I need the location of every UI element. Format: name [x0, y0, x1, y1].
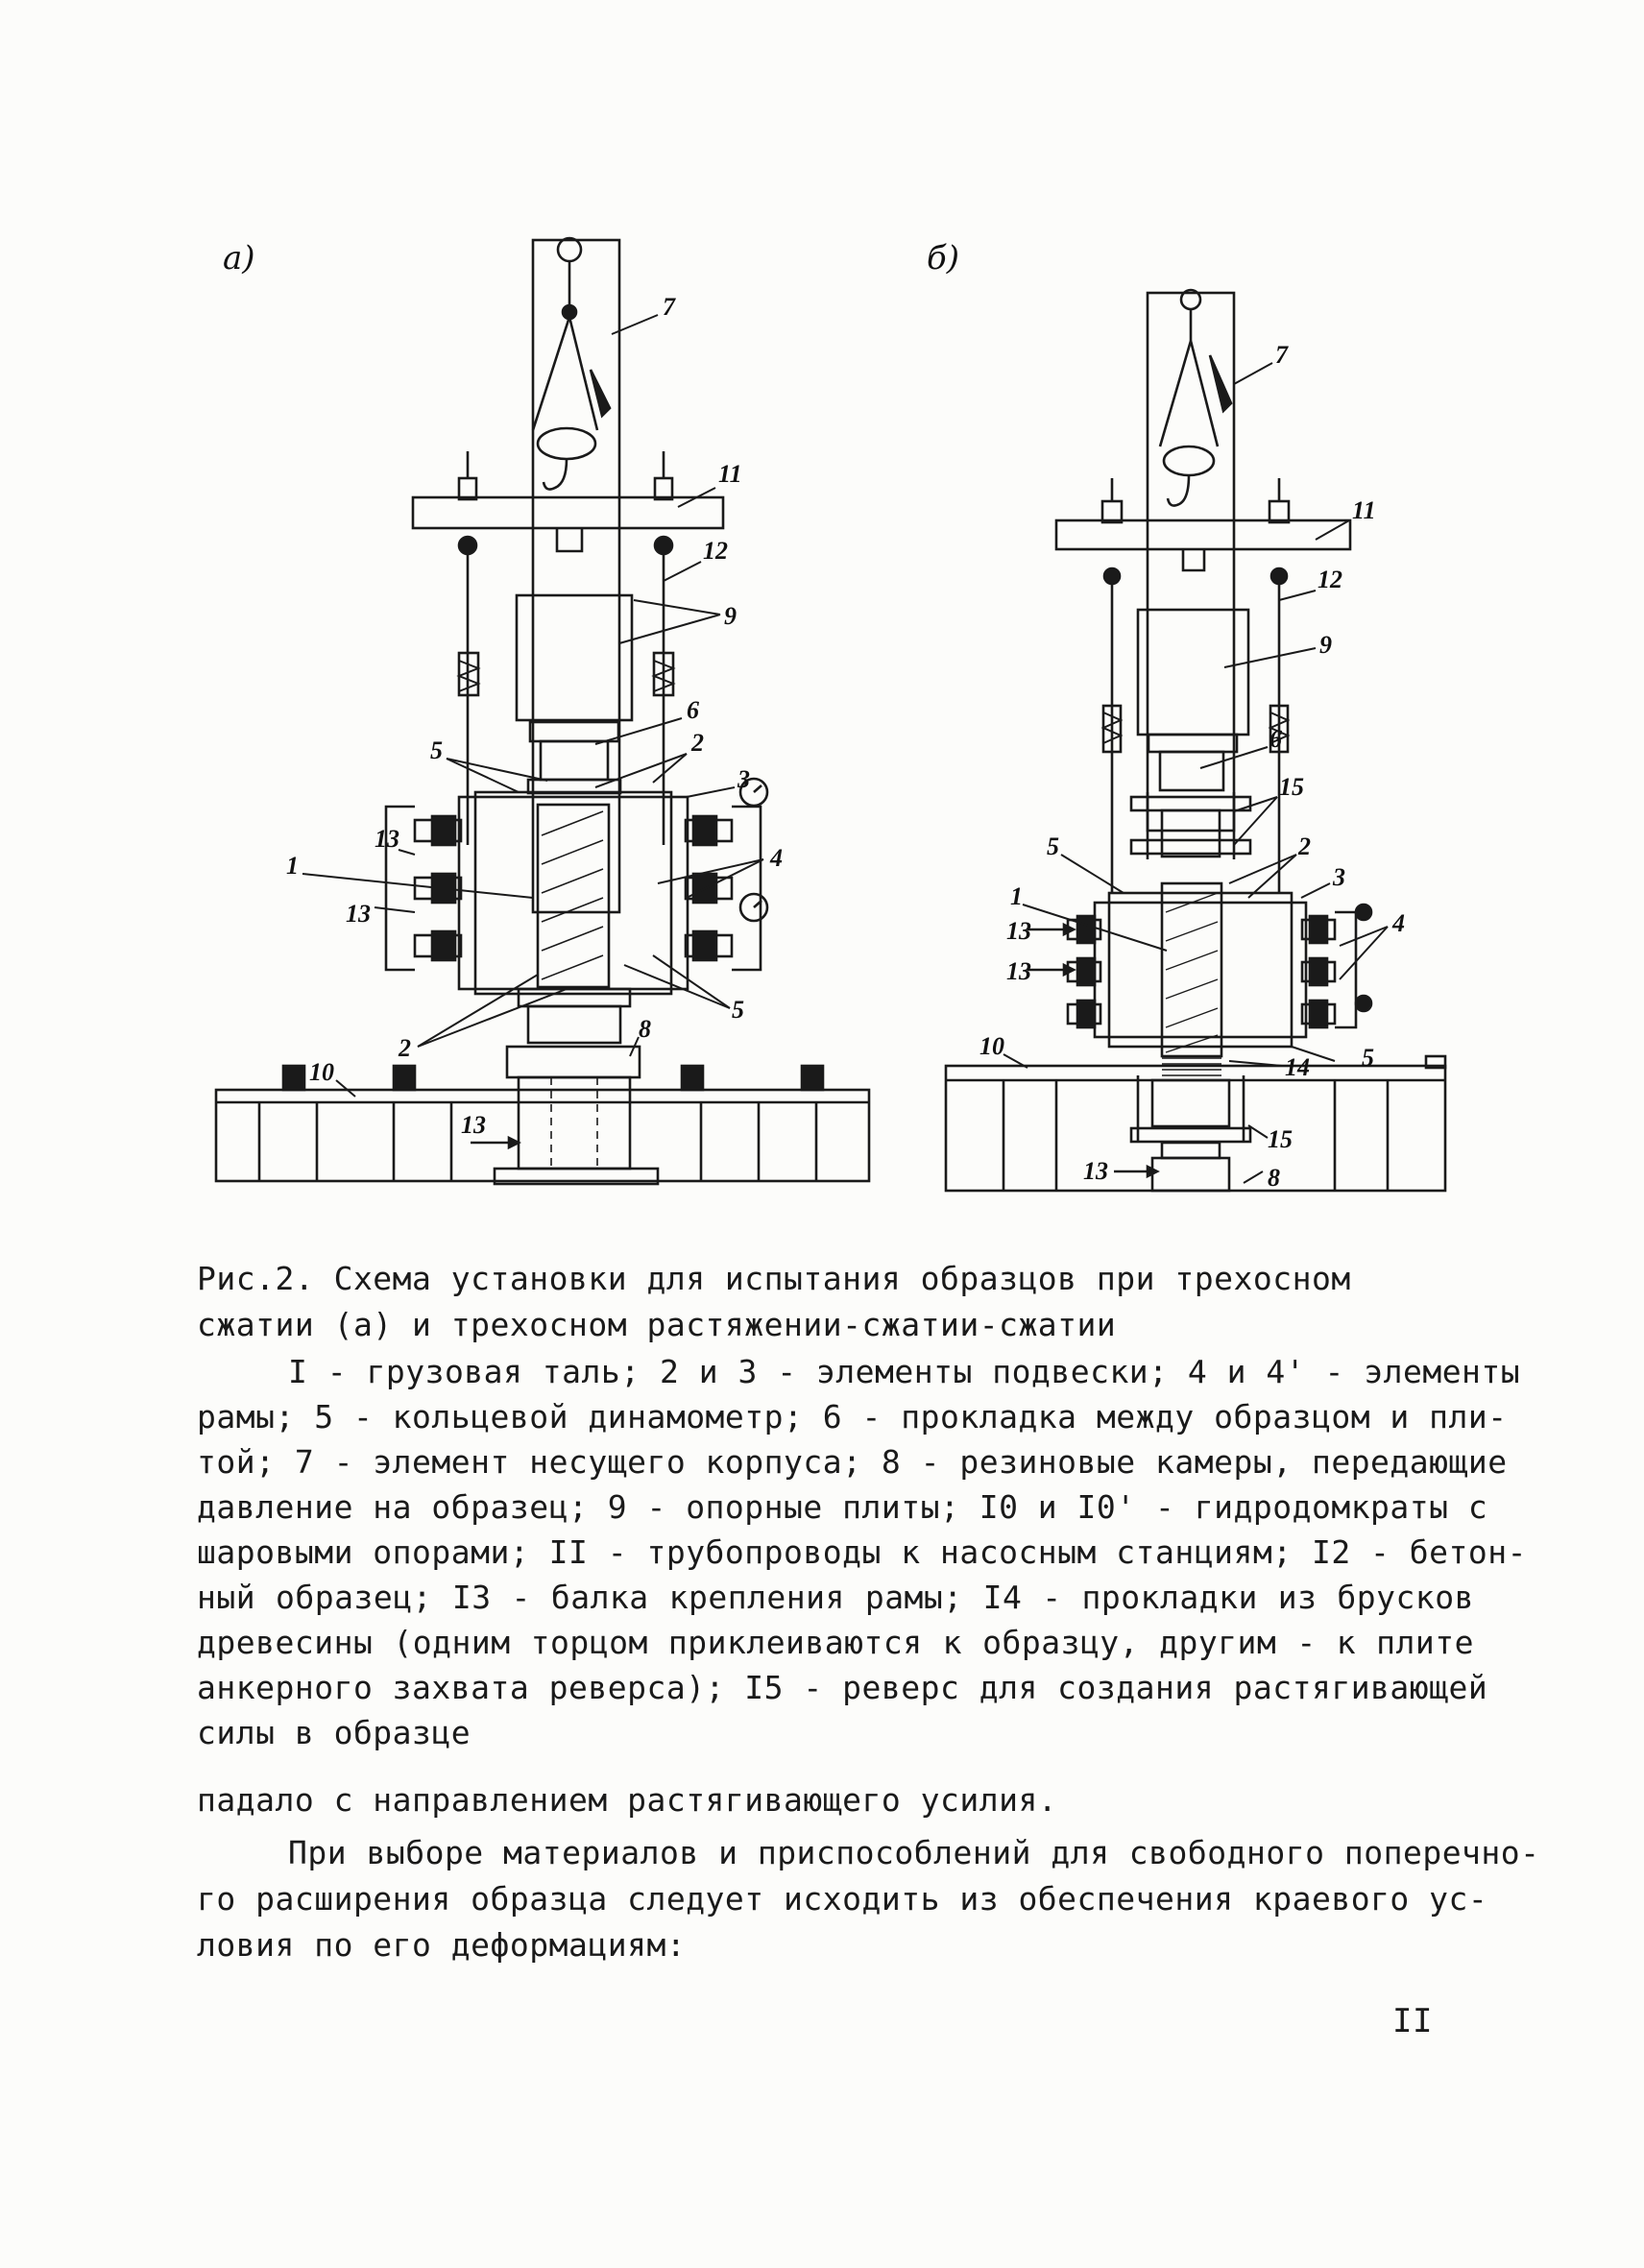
- num-b-15-top: 15: [1279, 773, 1304, 801]
- body-paragraph-line: го расширения образца следует исходить из обеспечения краевого ус-: [197, 1880, 1488, 1918]
- pulley-a: [538, 428, 595, 459]
- num-a-2-top: 2: [691, 729, 704, 757]
- num-b-13-top: 13: [1006, 917, 1031, 945]
- num-b-12: 12: [1318, 566, 1342, 593]
- num-b-11: 11: [1352, 496, 1376, 524]
- pulley-b: [1164, 446, 1214, 475]
- num-a-11: 11: [718, 460, 742, 488]
- num-b-9: 9: [1319, 631, 1332, 659]
- body-text-line: падало с направлением растягивающего усилия.: [197, 1781, 1058, 1819]
- num-a-13-top: 13: [375, 825, 399, 853]
- legend-line: шаровыми опорами; II - трубопроводы к насосным станциям; I2 - бетон-: [197, 1533, 1528, 1571]
- num-b-6: 6: [1269, 725, 1282, 753]
- cross-beam-b: [1056, 520, 1350, 549]
- body-paragraph-line: ловия по его деформациям:: [197, 1926, 687, 1964]
- legend-line: силы в образце: [197, 1714, 471, 1751]
- num-a-13-bottom: 13: [461, 1111, 486, 1139]
- reverse-lower-b: [1152, 1080, 1229, 1126]
- figure-legend: [197, 1349, 1528, 1755]
- num-b-7: 7: [1275, 341, 1288, 369]
- legend-line: рамы; 5 - кольцевой динамометр; 6 - прокладка между образцом и пли-: [197, 1398, 1508, 1436]
- num-b-5-bottom: 5: [1362, 1044, 1374, 1072]
- body-paragraph: [197, 1830, 1540, 1968]
- page-number: II: [1392, 2002, 1433, 2040]
- num-a-8: 8: [639, 1015, 651, 1043]
- legend-line: той; 7 - элемент несущего корпуса; 8 - резиновые камеры, передающие: [197, 1443, 1508, 1481]
- num-a-3: 3: [737, 765, 750, 793]
- legend-line: I - грузовая таль; 2 и 3 - элементы подвески; 4 и 4' - элементы: [288, 1353, 1521, 1390]
- hoist-hook-a: [558, 238, 581, 261]
- num-a-4: 4: [770, 844, 783, 872]
- label-a: а): [223, 239, 255, 277]
- legend-line: ный образец; I3 - балка крепления рамы; I4 - прокладки из брусков: [197, 1579, 1474, 1616]
- num-a-10: 10: [309, 1058, 334, 1086]
- num-b-5-top: 5: [1047, 832, 1059, 860]
- cross-beam-a: [413, 497, 723, 528]
- num-a-5-top: 5: [430, 736, 443, 764]
- diagram-a: [216, 238, 869, 1184]
- body-paragraph-line: При выборе материалов и приспособлений для свободного поперечно-: [288, 1834, 1540, 1871]
- num-b-13-mid: 13: [1006, 957, 1031, 985]
- reverse-upper-b: [1162, 810, 1220, 857]
- num-a-9: 9: [724, 602, 737, 630]
- num-a-1: 1: [286, 852, 299, 880]
- diagram-svg: [202, 221, 1469, 1267]
- num-b-3: 3: [1333, 863, 1345, 891]
- num-a-13-mid: 13: [346, 900, 371, 928]
- num-a-6: 6: [687, 696, 699, 724]
- figure-caption-line-2: сжатии (а) и трехосном растяжении-сжатии-сжатии: [197, 1306, 1117, 1343]
- figure-caption-line-1: Рис.2. Схема установки для испытания образцов при трехосном: [197, 1260, 1351, 1297]
- label-b: б): [927, 239, 960, 277]
- legend-line: древесины (одним торцом приклеиваются к образцу, другим - к плите: [197, 1624, 1474, 1661]
- num-b-13-bottom: 13: [1083, 1157, 1108, 1185]
- num-b-15-bottom: 15: [1268, 1125, 1293, 1153]
- num-b-1: 1: [1010, 882, 1023, 910]
- column-b: [1148, 293, 1234, 831]
- legend-line: анкерного захвата реверса); I5 - реверс для создания растягивающей: [197, 1669, 1488, 1706]
- specimen-b: [1162, 883, 1221, 1056]
- diagram-b: [927, 239, 1445, 1192]
- jack-b: [1152, 1158, 1229, 1191]
- num-a-12: 12: [703, 537, 728, 565]
- num-b-14: 14: [1285, 1053, 1310, 1081]
- support-plate-b: [1138, 610, 1248, 735]
- num-a-2-bottom: 2: [399, 1034, 411, 1062]
- legend-line: давление на образец; 9 - опорные плиты; I0 и I0' - гидродомкраты с: [197, 1488, 1488, 1526]
- num-b-10: 10: [979, 1032, 1004, 1060]
- num-a-5-bottom: 5: [732, 996, 744, 1024]
- num-b-4: 4: [1392, 909, 1405, 937]
- pistons-right-a: [686, 807, 761, 970]
- num-a-7: 7: [663, 293, 675, 321]
- num-b-8: 8: [1268, 1164, 1280, 1192]
- num-b-2: 2: [1298, 832, 1311, 860]
- frame-b: [1095, 903, 1306, 1037]
- figure-test-rig-diagrams: [202, 221, 1469, 1267]
